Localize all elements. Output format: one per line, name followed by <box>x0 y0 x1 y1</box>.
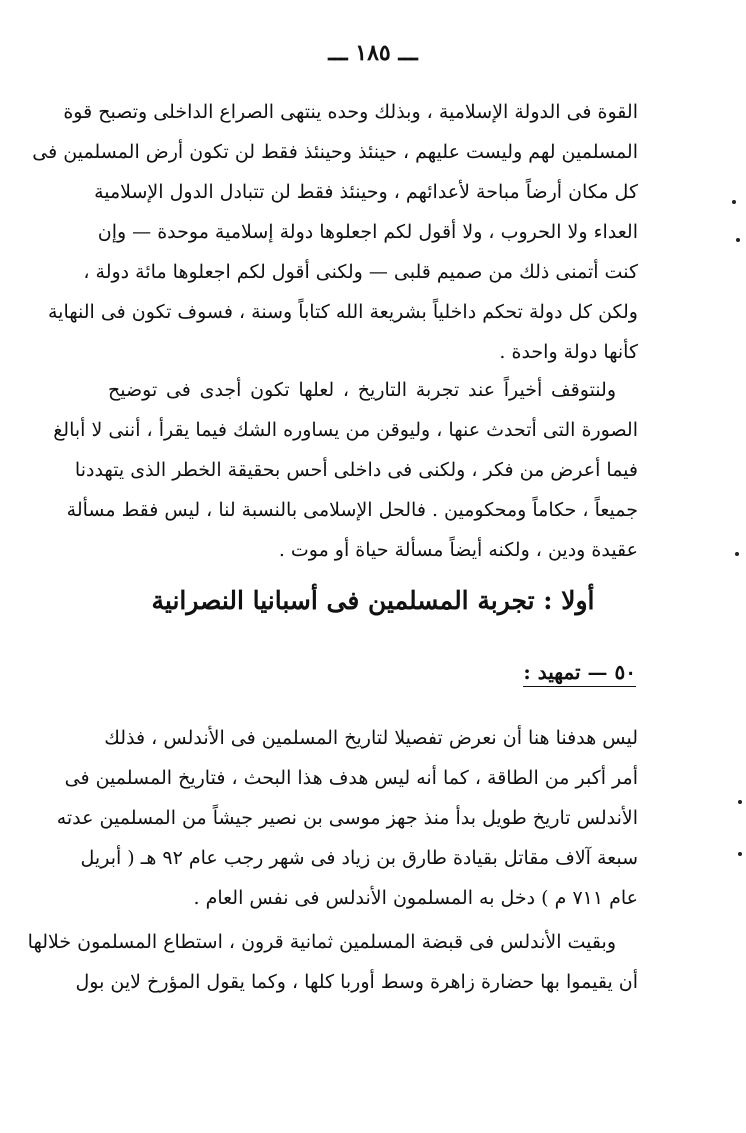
text-line: ولكن كل دولة تحكم داخلياً بشريعة الله كتاباً وسنة ، فسوف تكون فى النهاية <box>47 301 638 323</box>
paragraph-1 <box>32 92 638 372</box>
paragraph-4 <box>27 922 638 1002</box>
text-line: ولنتوقف أخيراً عند تجربة التاريخ ، لعلها تكون أجدى فى توضيح <box>108 379 616 401</box>
text-line: كنت أتمنى ذلك من صميم قلبى — ولكنى أقول لكم اجعلوها مائة دولة ، <box>83 261 638 283</box>
text-line: أمر أكبر من الطاقة ، كما أنه ليس هدف هذا البحث ، فتاريخ المسلمين فى <box>64 767 638 789</box>
section-heading: أولا : تجربة المسلمين فى أسبانيا النصرانية <box>151 586 595 615</box>
text-line: عقيدة ودين ، ولكنه أيضاً مسألة حياة أو موت . <box>278 539 638 561</box>
scan-speck <box>738 852 742 856</box>
paragraph-3 <box>56 718 638 918</box>
text-line: فيما أعرض من فكر ، ولكنى فى داخلى أحس بحقيقة الخطر الذى يتهددنا <box>74 459 638 481</box>
subheading-text: ٥٠ — تمهيد : <box>523 660 636 687</box>
text-line: الأندلس تاريخ طويل بدأ منذ جهز موسى بن نصير جيشاً من المسلمين عدته <box>56 807 638 829</box>
text-line: سبعة آلاف مقاتل بقيادة طارق بن زياد فى شهر رجب عام ٩٢ هـ ( أبريل <box>80 847 638 869</box>
text-line: العداء ولا الحروب ، ولا أقول لكم اجعلوها دولة إسلامية موحدة — وإن <box>97 221 638 243</box>
text-line: جميعاً ، حكاماً ومحكومين . فالحل الإسلامى بالنسبة لنا ، ليس فقط مسألة <box>66 499 638 521</box>
scan-speck <box>735 552 739 556</box>
page-number: ـــ ١٨٥ ـــ <box>328 40 418 66</box>
text-line: أن يقيموا بها حضارة زاهرة وسط أوربا كلها ، وكما يقول المؤرخ لاين بول <box>75 971 638 993</box>
paragraph-2 <box>53 370 638 570</box>
text-line: المسلمين لهم وليست عليهم ، حينئذ وحينئذ فقط لن تكون أرض المسلمين فى <box>32 141 638 163</box>
text-line: الصورة التى أتحدث عنها ، وليوقن من يساوره الشك فيما يقرأ ، أننى لا أبالغ <box>53 419 638 441</box>
text-line: ليس هدفنا هنا أن نعرض تفصيلا لتاريخ المسلمين فى الأندلس ، فذلك <box>104 727 638 749</box>
scan-speck <box>736 238 740 242</box>
scan-speck <box>738 800 742 804</box>
text-line: وبقيت الأندلس فى قبضة المسلمين ثمانية قرون ، استطاع المسلمون خلالها <box>27 931 616 953</box>
text-line: عام ٧١١ م ) دخل به المسلمون الأندلس فى نفس العام . <box>193 887 638 909</box>
subheading <box>523 660 636 684</box>
text-line: كأنها دولة واحدة . <box>499 341 638 363</box>
text-line: كل مكان أرضاً مباحة لأعدائهم ، وحينئذ فقط لن تتبادل الدول الإسلامية <box>94 181 638 203</box>
scan-speck <box>732 200 736 204</box>
text-line: القوة فى الدولة الإسلامية ، وبذلك وحده ينتهى الصراع الداخلى وتصبح قوة <box>63 101 638 123</box>
